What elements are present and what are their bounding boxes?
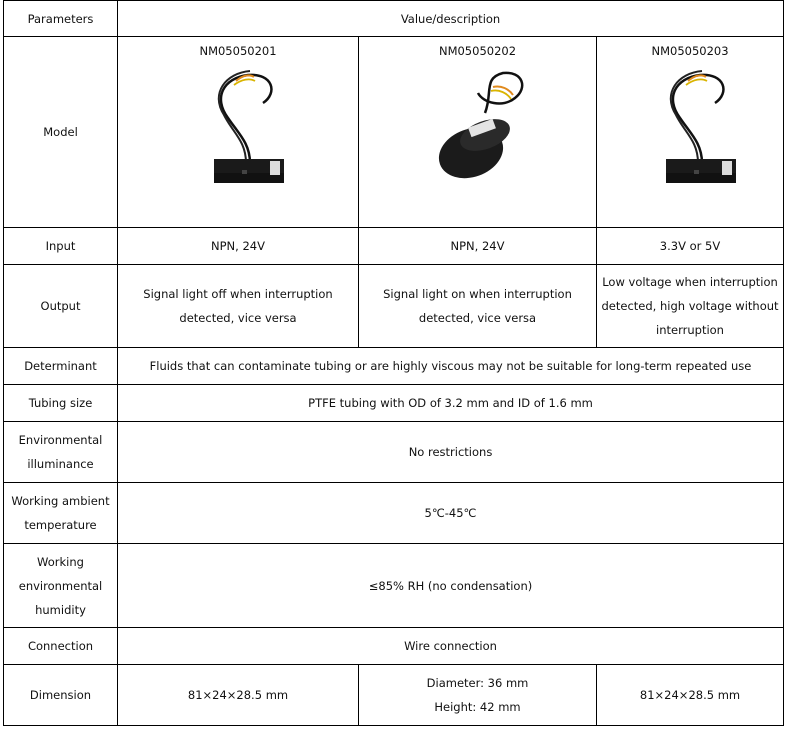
dimension-value-2 <box>359 665 597 726</box>
humidity-label <box>4 544 118 628</box>
illuminance-row <box>4 422 784 483</box>
connection-value: Wire connection <box>118 628 784 665</box>
illuminance-label-line-2: illuminance <box>27 457 94 471</box>
tubing-row <box>4 385 784 422</box>
output-value-1-line-2: detected, vice versa <box>179 311 297 325</box>
spec-table <box>3 0 784 726</box>
input-value-2: NPN, 24V <box>359 228 597 265</box>
output-value-3-line-3: interruption <box>656 323 724 337</box>
humidity-value: ≤85% RH (no condensation) <box>118 544 784 628</box>
output-value-1 <box>118 265 359 348</box>
illuminance-label <box>4 422 118 483</box>
model-name-2: NM05050202 <box>438 44 517 58</box>
dimension-label: Dimension <box>4 665 118 726</box>
dimension-row <box>4 665 784 726</box>
model-cell-1 <box>118 37 359 228</box>
output-value-3-line-1: Low voltage when interruption <box>602 275 778 289</box>
sensor-cylindrical-photo <box>423 63 533 193</box>
sensor-rectangular-photo-1 <box>188 63 288 193</box>
humidity-row <box>4 544 784 628</box>
illuminance-value: No restrictions <box>118 422 784 483</box>
model-cell-3 <box>597 37 784 228</box>
tubing-label: Tubing size <box>4 385 118 422</box>
temperature-row <box>4 483 784 544</box>
sensor-rectangular-photo-3 <box>640 63 740 193</box>
output-value-2-line-1: Signal light on when interruption <box>383 287 572 301</box>
determinant-value: Fluids that can contaminate tubing or are highly viscous may not be suitable for long-term repeated use <box>118 348 784 385</box>
determinant-label: Determinant <box>4 348 118 385</box>
header-row <box>4 1 784 37</box>
humidity-label-line-1: Working <box>37 554 84 569</box>
model-row <box>4 37 784 228</box>
output-row <box>4 265 784 348</box>
dimension-value-1: 81×24×28.5 mm <box>118 665 359 726</box>
input-value-3: 3.3V or 5V <box>597 228 784 265</box>
temperature-label <box>4 483 118 544</box>
dimension-value-2-line-1: Diameter: 36 mm <box>426 676 529 690</box>
connection-row <box>4 628 784 665</box>
input-label: Input <box>4 228 118 265</box>
determinant-row <box>4 348 784 385</box>
output-value-3-line-2: detected, high voltage without <box>601 299 779 313</box>
connection-label: Connection <box>4 628 118 665</box>
value-header: Value/description <box>118 1 784 37</box>
humidity-label-line-2: environmental <box>18 578 103 593</box>
tubing-value: PTFE tubing with OD of 3.2 mm and ID of 1.6 mm <box>118 385 784 422</box>
model-cell-2 <box>359 37 597 228</box>
temperature-label-line-2: temperature <box>24 518 97 532</box>
output-value-1-line-1: Signal light off when interruption <box>143 287 333 301</box>
output-value-2-line-2: detected, vice versa <box>418 311 537 325</box>
dimension-value-3: 81×24×28.5 mm <box>597 665 784 726</box>
input-row <box>4 228 784 265</box>
output-value-3 <box>597 265 784 348</box>
dimension-value-2-line-2: Height: 42 mm <box>434 700 521 714</box>
illuminance-label-line-1: Environmental <box>18 433 103 447</box>
output-label: Output <box>4 265 118 348</box>
model-name-3: NM05050203 <box>651 44 729 58</box>
model-label: Model <box>4 37 118 228</box>
output-value-2 <box>359 265 597 348</box>
temperature-value: 5℃-45℃ <box>118 483 784 544</box>
parameters-header: Parameters <box>4 1 118 37</box>
input-value-1: NPN, 24V <box>118 228 359 265</box>
temperature-label-line-1: Working ambient <box>11 494 110 508</box>
humidity-label-line-3: humidity <box>35 602 86 617</box>
model-name-1: NM05050201 <box>199 44 277 58</box>
